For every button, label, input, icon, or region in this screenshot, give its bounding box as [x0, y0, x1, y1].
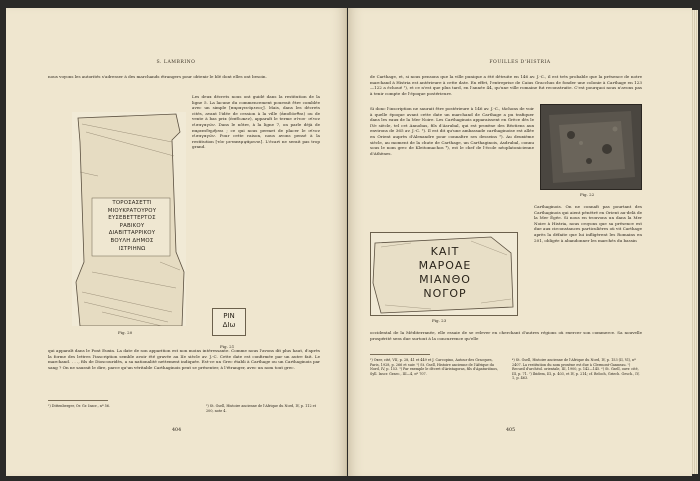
right-page-edge: [692, 10, 698, 474]
right-footnote-rule: [370, 354, 430, 355]
stele-line: ΤΟΡΟΣΑΣΕΤΤΙ: [112, 200, 152, 206]
right-paragraph-2-text: Si donc l'inscription ne saurait être postérieure à 146 av. J.-C., tâchons de voir à quelle époque avant cette date un marchand de Carthage a pu trafiquer dans les eaux de la Mer Noire. Les Carthaginois apparaissent en Grèce dès le IVe siècle, tel cet Annobas, fils d'Asrubal, qui est proxène des Béotiens aux environs de 365 av. J.-C. ²). Il est dit qu'une ambassade carthaginoise est allée en Orient auprès d'Alexandre pour connaître ses desseins ³). Au deuxième siècle, au moment de la chute de Carthage, un Carthaginois, Asdrubal, connu sous le nom grec de Kleitomachos ⁴), est le chef de l'école néoplatonicienne d'Athènes.: [370, 106, 534, 156]
fragment-23-line: ΜΙΑΝΘΟ: [419, 273, 471, 286]
right-folio: 405: [506, 428, 516, 433]
fragment-23-line: ΚΑΙΤ: [430, 245, 460, 258]
left-paragraph-2-text: Les deux décrets nous ont guidé dans la restitution de la ligne 5. La lacune du commencement pourrait être comblée avec un simple [παραγενόμενος]. Mais, dans les décrets cités, avant l'idée de cession à la ville (ἀποδόσθαι) ou de vente à bas prix (ἐπέδωκεν), apparaît le terme σίτου· σίτον εἰσαγαγών. Dans le nôtre, à la ligne 7, on parle déjà de παρεπιδημῆσαι ; ce qui nous permet de placer le σίτον εἰσαγαγών. Pour cette raison, nous avons pensé à la restitution [τὸν μεταπεμψάμενοι]. L'écart ne serait pas trop grand.: [192, 94, 320, 150]
fragment-23-text: [387, 245, 503, 301]
left-running-head: S. LAMBRINO: [156, 60, 196, 65]
fragment-23-line: ΝΟΓΟΡ: [423, 287, 467, 300]
stele-inscription: [92, 200, 172, 253]
fragment-21-line: ΡΙΝ: [223, 312, 235, 320]
right-paragraph-2: [370, 106, 534, 228]
fragment-21-text: [215, 312, 243, 330]
right-footnotes-left: ¹) Oxer, cité, VII, p. 28, 41 et 449 et J. Carcopino, Autour des Gracques, Paris, 1928, p. 266 et suiv. ²) St. Gsell, Histoire ancienne de l'Afrique du Nord, IV, p. 153. ³) Par exemple le décret d'Aristagoras, fils d'Apaturiōnos, Syll. Inscr. Graec., III—4, nº 707.: [370, 358, 499, 376]
left-footnote-2: ²) St. Gsell, Histoire ancienne de l'Afrique du Nord, IV, p. 112 et 200, note 4.: [206, 404, 317, 413]
right-page: [348, 8, 692, 476]
left-footnote-1: ¹) Dittenberger, Or. Gr. Inscr., nº 56.: [48, 404, 111, 408]
left-paragraph-2: [192, 94, 320, 274]
left-paragraph-3: [48, 348, 320, 386]
left-paragraph-1-text: nous voyons les autorités s'adresser à des marchands étrangers pour obtenir le blé dont elles ont besoin.: [48, 74, 267, 79]
figure-22-caption: Fig. 22: [580, 192, 595, 197]
right-side-column-text: Carthaginois. On ne connaît pas pourtant des Carthaginois qui aient pénétré en Orient au-delà de la Mer Égée. Si nous en trouvons un dans la Mer Noire à Histria, nous croyons que sa présence est due aux circonstances particulières où vit Carthage après la défaite que lui infligèrent les Romains en 201, obligée à abandonner les marchés du bassin: [534, 204, 642, 243]
right-closing-paragraph-text: occidental de la Méditerranée, elle essaie de se relever en cherchant d'autres régions où exercer son commerce. Sa nouvelle prospérité sera due surtout à la concurrence qu'elle: [370, 330, 642, 341]
figure-21-fragment: [212, 308, 246, 336]
left-paragraph-1: [48, 74, 320, 80]
stele-line: ΒΟΥΛΗ ΔΗΜΟΣ: [110, 237, 154, 244]
right-paragraph-1: [370, 74, 642, 102]
left-page: [6, 8, 347, 476]
figure-20-stele: [72, 112, 186, 326]
stele-line: ΔΙΑΒΙΤΤΑΡΡΙΚΟΥ: [108, 230, 156, 237]
right-paragraph-1-text: de Carthage, et, si nous pensons que la ville punique a été détruite en 146 av. J.-C., il est très probable que la présence de notre marchand à Histria est antérieure à cette date. En effet, l'entreprise de Caius Gracchus de fonder une colonie à Carthage en 123—122 a échoué ¹), et ce n'est que plus tard, en l'année 44, qu'une ville romaine fut reconstruite. C'est pourquoi nous n'avons pas à tenir compte de l'époque postérieure.: [370, 74, 642, 96]
stele-line: ΙΣΤΡΙΗΝΩ: [118, 245, 146, 252]
fragment-21-line: ΔΙω: [222, 321, 236, 329]
stone-photo: [541, 105, 641, 189]
figure-20-caption: Fig. 20: [118, 330, 133, 335]
stele-line: ΕΥΣΕΒΕΤΤΕΡΤΟΣ: [108, 215, 156, 222]
left-folio: 404: [172, 428, 182, 433]
right-closing-paragraph: [370, 330, 642, 342]
right-side-column: [534, 204, 642, 320]
right-running-head: FOUILLES D'HISTRIA: [489, 60, 551, 65]
stele-line: ΡΑΒΙΚΟΥ: [119, 222, 145, 229]
figure-22-photo: [540, 104, 642, 190]
left-footnote-rule: [48, 400, 108, 401]
figure-23-fragment: [370, 232, 518, 316]
left-paragraph-3-text: qui apparaît dans le Pont Euxin. La date de son apparition est non moins intéressante. Comme nous l'avons dit plus haut, d'après la forme des lettres l'inscription semble avoir été gravée au IIe siècle av. J.-C. Cette date est confirmée par un autre fait. Le marchand. . . ., fils de Dioscouridès, a sa nationalité nettement indiquée. Est-ce un Grec établi à Carthage ou un Carthaginois par sang ? On ne saurait le dire, parce qu'un véritable Carthaginois peut se présenter, à l'étranger, avec un nom tout grec.: [48, 348, 320, 370]
figure-21-caption: Fig. 21: [220, 344, 235, 349]
stele-line: ΜΙΟΥΚΡΑΤΟΥΡΟΥ: [107, 207, 157, 214]
fragment-23-line: ΜΑΡΟΑΕ: [418, 259, 472, 272]
figure-23-caption: Fig. 23: [432, 318, 447, 323]
right-footnotes-right: ⁴) St. Gsell, Histoire ancienne de l'Afrique du Nord, IV, p. 153 (II, VI), nº 2407. La restitution du nom proxène est due à Clermont-Ganneau. ⁵) Recueil d'archéol. orientale, III, 1900, p. 142—145. ⁶) St. Gsell, ouvr. cité, III, p. 71. ⁷) Ibidem, III, p. 403, et IV, p. 214; cf. Beloch, Griech. Gesch., IV, 1, p. 463.: [512, 358, 640, 381]
